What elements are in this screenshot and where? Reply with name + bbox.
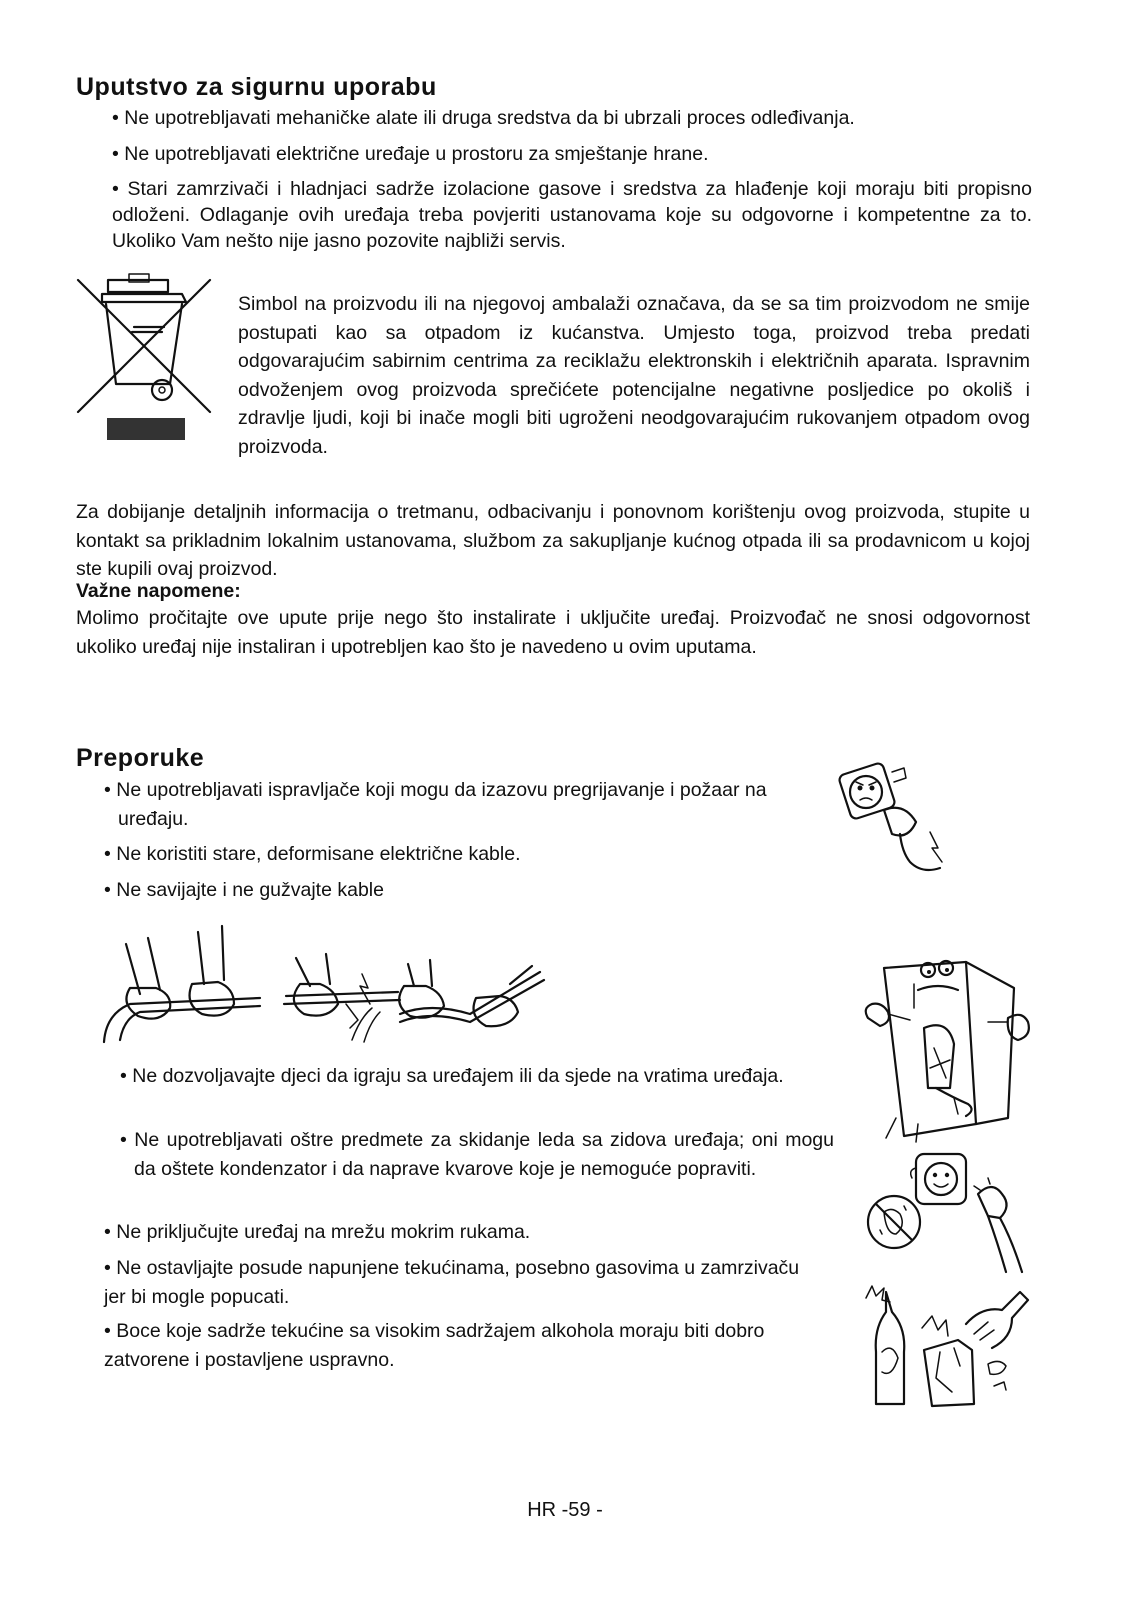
recycling-symbol-text: Simbol na proizvodu ili na njegovoj ambalaži označava, da se sa tim proizvodom ne smije postupati kao sa otpadom iz kućanstva. Umjesto toga, proizvod treba predati odgovarajućim sabirnim centrima za reciklažu elektronskih i električnih aparata. Ispravnim odvoženjem ovog proizvoda sprečićete potencijalne negativne posljedice po okoliš i zdravlje ljudi, koji bi inače mogli biti ugroženi neodgovarajućim rukovanjem otpadom ovog proizvoda. xyxy=(238,293,1030,458)
important-notes-text: Molimo pročitajte ove upute prije nego što instalirate i uključite uređaj. Proizvođač ne snosi odgovornost ukoliko uređaj nije instaliran i upotrebljen kao što je navedeno u ovim uputama. xyxy=(76,607,1030,658)
crossed-out-bin-icon xyxy=(74,272,224,447)
recommendation-bullet-3: • Ne savijajte i ne gužvajte kable xyxy=(104,879,384,901)
wet-hands-socket-icon xyxy=(862,1150,1034,1276)
child-on-fridge-door-icon xyxy=(858,948,1038,1148)
recommendation-bullet-4: • Ne dozvoljavajte djeci da igraju sa uređajem ili da sjede na vratima uređaja. xyxy=(120,1065,784,1087)
broken-bottles-icon xyxy=(862,1282,1034,1412)
recommendation-bullet-5: • Ne upotrebljavati oštre predmete za skidanje leda sa zidova uređaja; oni mogu da oštete kondenzator i da naprave kvarove koje je nemoguće popraviti. xyxy=(120,1129,834,1180)
recommendation-bullet-1: • Ne upotrebljavati ispravljače koji mogu da izazovu pregrijavanje i požaar na uređaju. xyxy=(104,779,767,830)
safety-bullet-3: • Stari zamrzivači i hladnjaci sadrže izolacione gasove i sredstva za hlađenje koji moraju biti propisno odloženi. Odlaganje ovih uređaja treba povjeriti ustanovama koje su odgovorne i kompetentne za to. Ukoliko Vam nešto nije jasno pozovite najbliži servis. xyxy=(112,178,1032,252)
recommendation-bullet-2: • Ne koristiti stare, deformisane električne kable. xyxy=(104,843,521,865)
recommendation-bullet-8: • Boce koje sadrže tekućine sa visokim sadržajem alkohola moraju biti dobro zatvorene i postavljene uspravno. xyxy=(104,1320,765,1371)
important-notes-title: Važne napomene: xyxy=(76,580,241,602)
angry-plug-icon xyxy=(842,762,952,882)
hands-twisting-cable-icon xyxy=(100,924,545,1044)
section-title-safety: Uputstvo za sigurnu uporabu xyxy=(76,73,437,101)
safety-bullet-2: • Ne upotrebljavati električne uređaje u prostoru za smještanje hrane. xyxy=(112,143,709,165)
info-paragraph: Za dobijanje detaljnih informacija o tretmanu, odbacivanju i ponovnom korištenju ovog proizvoda, stupite u kontakt sa prikladnim lokalnim ustanovama, službom za sakupljanje kućnog otpada ili sa prodavnicom u kojoj ste kupili ovaj proizvod. xyxy=(76,501,1030,580)
page-number: HR -59 - xyxy=(527,1499,603,1521)
section-title-recommendations: Preporuke xyxy=(76,744,205,772)
recommendation-bullet-7: • Ne ostavljajte posude napunjene tekućinama, posebno gasovima u zamrzivaču jer bi mogle popucati. xyxy=(104,1257,800,1308)
safety-bullet-1: • Ne upotrebljavati mehaničke alate ili druga sredstva da bi ubrzali proces odleđivanja. xyxy=(112,107,855,129)
recommendation-bullet-6: • Ne priključujte uređaj na mrežu mokrim rukama. xyxy=(104,1221,531,1243)
